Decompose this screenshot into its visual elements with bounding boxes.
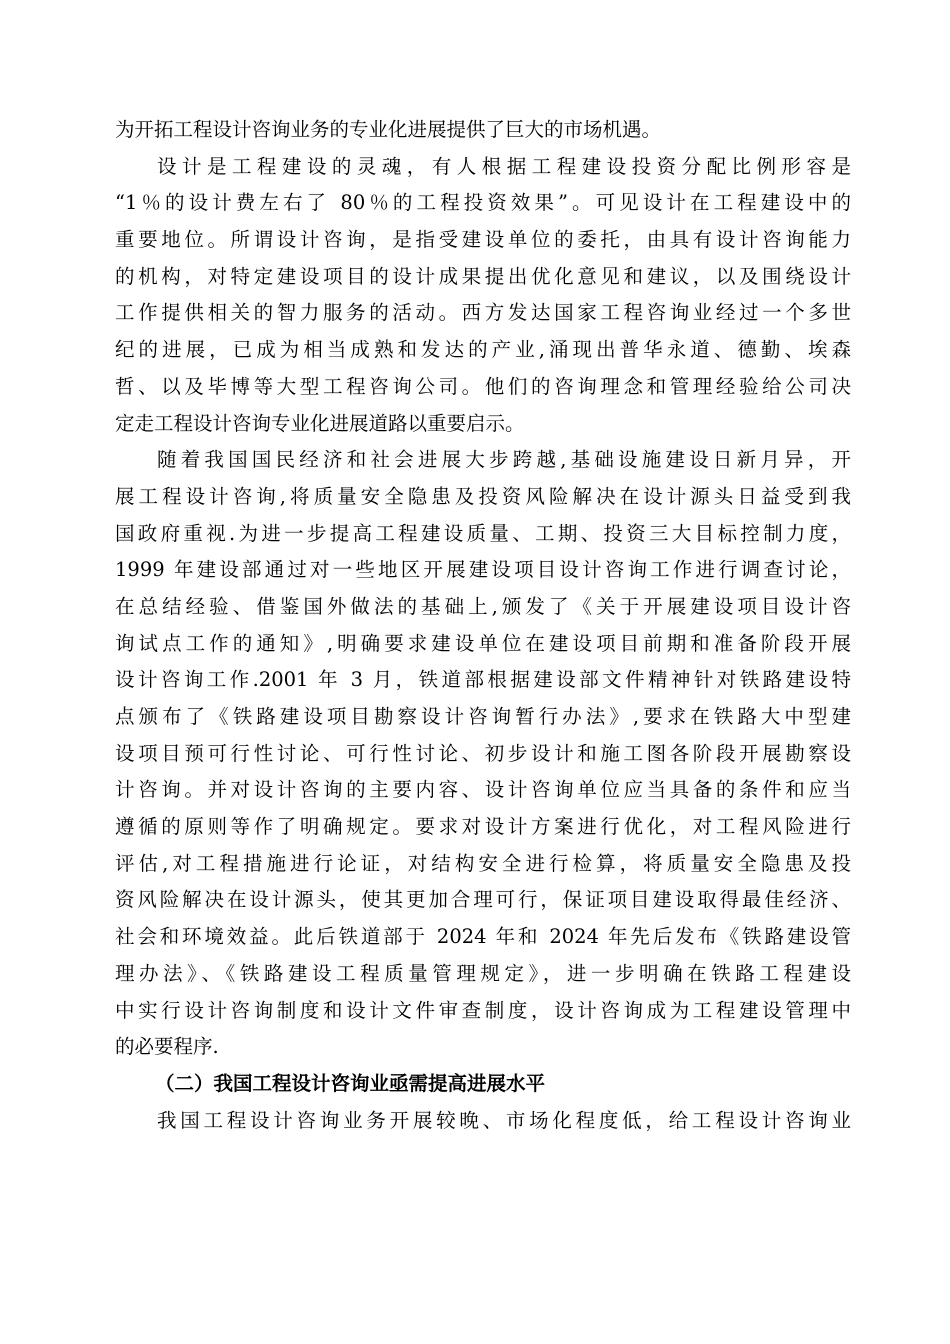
text-line: 的机构，对特定建设项目的设计成果提出优化意见和建议，以及围绕设计 bbox=[115, 264, 851, 288]
text-line: 工作提供相关的智力服务的活动。西方发达国家工程咨询业经过一个多世 bbox=[115, 301, 851, 325]
text-line: 国政府重视.为进一步提高工程建设质量、工期、投资三大目标控制力度， bbox=[115, 521, 851, 545]
text-line: 理办法》、《铁路建设工程质量管理规定》，进一步明确在铁路工程建设 bbox=[115, 961, 851, 985]
text-line: 询试点工作的通知》,明确要求建设单位在建设项目前期和准备阶段开展 bbox=[115, 631, 851, 655]
document-page bbox=[115, 112, 851, 1139]
text-line: 我国工程设计咨询业务开展较晚、市场化程度低，给工程设计咨询业 bbox=[157, 1108, 851, 1132]
text-line: 在总结经验、借鉴国外做法的基础上,颁发了《关于开展建设项目设计咨 bbox=[115, 594, 851, 618]
text-line: 设计咨询工作.2001 年 3 月，铁道部根据建设部文件精神针对铁路建设特 bbox=[115, 668, 851, 692]
text-line: 点颁布了《铁路建设项目勘察设计咨询暂行办法》,要求在铁路大中型建 bbox=[115, 705, 851, 728]
paragraph bbox=[115, 442, 851, 1066]
text-line: 资风险解决在设计源头，使其更加合理可行，保证项目建设取得最佳经济、 bbox=[115, 888, 851, 912]
text-line: 的必要程序. bbox=[115, 1035, 219, 1059]
text-line: 为开拓工程设计咨询业务的专业化进展提供了巨大的市场机遇。 bbox=[115, 118, 662, 141]
text-line: “1％的设计费左右了 80％的工程投资效果”。可见设计在工程建设中的 bbox=[115, 191, 851, 215]
text-line: 设项目预可行性讨论、可行性讨论、初步设计和施工图各阶段开展勘察设 bbox=[115, 741, 851, 765]
section-heading: （二）我国工程设计咨询业亟需提高进展水平 bbox=[155, 1071, 546, 1095]
text-line: 1999 年建设部通过对一些地区开展建设项目设计咨询工作进行调查讨论， bbox=[115, 558, 851, 582]
paragraph bbox=[115, 149, 851, 443]
text-line: 社会和环境效益。此后铁道部于 2024 年和 2024 年先后发布《铁路建设管 bbox=[115, 925, 851, 949]
paragraph bbox=[115, 1103, 851, 1140]
text-line: 中实行设计咨询制度和设计文件审查制度，设计咨询成为工程建设管理中 bbox=[115, 998, 851, 1022]
text-line: 评估,对工程措施进行论证，对结构安全进行检算，将质量安全隐患及投 bbox=[115, 851, 851, 875]
text-line: 展工程设计咨询,将质量安全隐患及投资风险解决在设计源头日益受到我 bbox=[115, 484, 851, 508]
text-line: 定走工程设计咨询专业化进展道路以重要启示。 bbox=[115, 411, 525, 435]
text-line: 遵循的原则等作了明确规定。要求对设计方案进行优化，对工程风险进行 bbox=[115, 815, 851, 839]
text-line: 随着我国国民经济和社会进展大步跨越,基础设施建设日新月异，开 bbox=[157, 448, 851, 472]
paragraph bbox=[115, 112, 851, 149]
text-line: 计咨询。并对设计咨询的主要内容、设计咨询单位应当具备的条件和应当 bbox=[115, 778, 851, 802]
text-line: 纪的进展，已成为相当成熟和发达的产业,涌现出普华永道、德勤、埃森 bbox=[115, 338, 851, 362]
text-line: 重要地位。所谓设计咨询，是指受建设单位的委托，由具有设计咨询能力 bbox=[115, 228, 851, 252]
text-line: 设计是工程建设的灵魂，有人根据工程建设投资分配比例形容是 bbox=[157, 154, 851, 178]
text-line: 哲、以及毕博等大型工程咨询公司。他们的咨询理念和管理经验给公司决 bbox=[115, 374, 851, 398]
